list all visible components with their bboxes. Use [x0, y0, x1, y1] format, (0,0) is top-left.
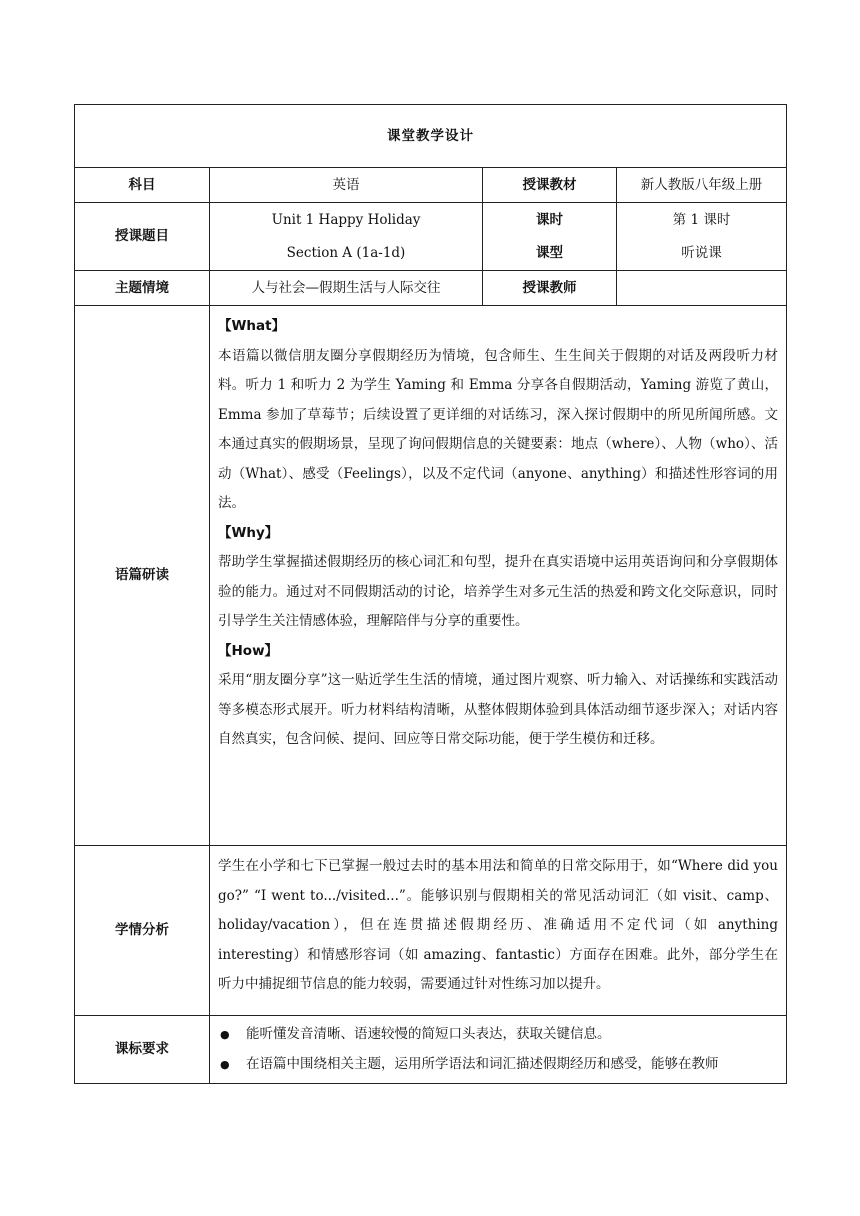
subject-value: 英语: [210, 168, 483, 203]
teacher-label: 授课教师: [483, 271, 617, 306]
topic-row: [75, 203, 787, 271]
analysis-label: 学情分析: [75, 846, 210, 1016]
theme-label: 主题情境: [75, 271, 210, 306]
standards-item: [218, 1020, 778, 1050]
period-value: 第 1 课时: [672, 211, 731, 228]
standards-content: [210, 1016, 787, 1084]
topic-line-1: Unit 1 Happy Holiday: [271, 211, 421, 228]
what-paragraph: 本语篇以微信朋友圈分享假期经历为情境，包含师生、生生间关于假期的对话及两段听力材料。听力 1 和听力 2 为学生 Yaming 和 Emma 分享各自假期活动，Yaming 游览了黄山，Emma 参加了草莓节；后续设置了更详细的对话练习，深入探讨假期中的所见所闻所感。文本通过真实的假期场景，呈现了询问假期信息的关键要素：地点（where）、人物（who）、活动（What）、感受（Feelings），以及不定代词（anyone、anything）和描述性形容词的用法。: [218, 347, 778, 511]
analysis-row: [75, 846, 787, 1016]
subject-row: [75, 168, 787, 203]
standards-row: [75, 1016, 787, 1084]
teacher-value: [617, 271, 787, 306]
material-label: 授课教材: [483, 168, 617, 203]
analysis-paragraph: 学生在小学和七下已掌握一般过去时的基本用法和简单的日常交际用于，如“Where did you go?” “I went to.../visited...”。能够识别与假期相关的常见活动词汇（如 visit、camp、holiday/vacation），但在连贯描述假期经历、准确适用不定代词（如 anything interesting）和情感形容词（如 amazing、fantastic）方面存在困难。此外，部分学生在听力中捕捉细节信息的能力较弱，需要通过针对性练习加以提升。: [218, 858, 778, 992]
period-type-labels: [483, 203, 617, 271]
standards-item-text: 在语篇中围绕相关主题，运用所学语法和词汇描述假期经历和感受，能够在教师: [246, 1055, 719, 1072]
why-heading: 【Why】: [218, 524, 279, 541]
reading-row: [75, 306, 787, 846]
standards-label: 课标要求: [75, 1016, 210, 1084]
how-paragraph: 采用“朋友圈分享”这一贴近学生生活的情境，通过图片观察、听力输入、对话操练和实践活动等多模态形式展开。听力材料结构清晰，从整体假期体验到具体活动细节逐步深入；对话内容自然真实，包含问候、提问、回应等日常交际功能，便于学生模仿和迁移。: [218, 672, 778, 747]
page-title: 课堂教学设计: [75, 105, 787, 168]
period-type-values: [617, 203, 787, 271]
topic-value: [210, 203, 483, 271]
reading-content: [210, 306, 787, 846]
bullet-icon: ●: [220, 1057, 230, 1071]
title-row: [75, 105, 787, 168]
analysis-content: [210, 846, 787, 1016]
type-value: 听说课: [681, 244, 722, 261]
theme-value: 人与社会—假期生活与人际交往: [210, 271, 483, 306]
theme-row: [75, 271, 787, 306]
how-heading: 【How】: [218, 642, 279, 659]
material-value: 新人教版八年级上册: [617, 168, 787, 203]
bullet-icon: ●: [220, 1028, 230, 1041]
subject-label: 科目: [75, 168, 210, 203]
topic-label: 授课题目: [75, 203, 210, 271]
type-label: 课型: [536, 244, 563, 261]
why-paragraph: 帮助学生掌握描述假期经历的核心词汇和句型，提升在真实语境中运用英语询问和分享假期体验的能力。通过对不同假期活动的讨论，培养学生对多元生活的热爱和跨文化交际意识，同时引导学生关注情感体验，理解陪伴与分享的重要性。: [218, 554, 778, 629]
standards-item-text: 能听懂发音清晰、语速较慢的简短口头表达，获取关键信息。: [246, 1026, 611, 1042]
standards-item: [218, 1050, 778, 1080]
topic-line-2: Section A (1a-1d): [286, 244, 406, 261]
reading-label: 语篇研读: [75, 306, 210, 846]
lesson-design-table: [74, 104, 787, 1084]
period-label: 课时: [536, 211, 563, 228]
what-heading: 【What】: [218, 318, 286, 334]
